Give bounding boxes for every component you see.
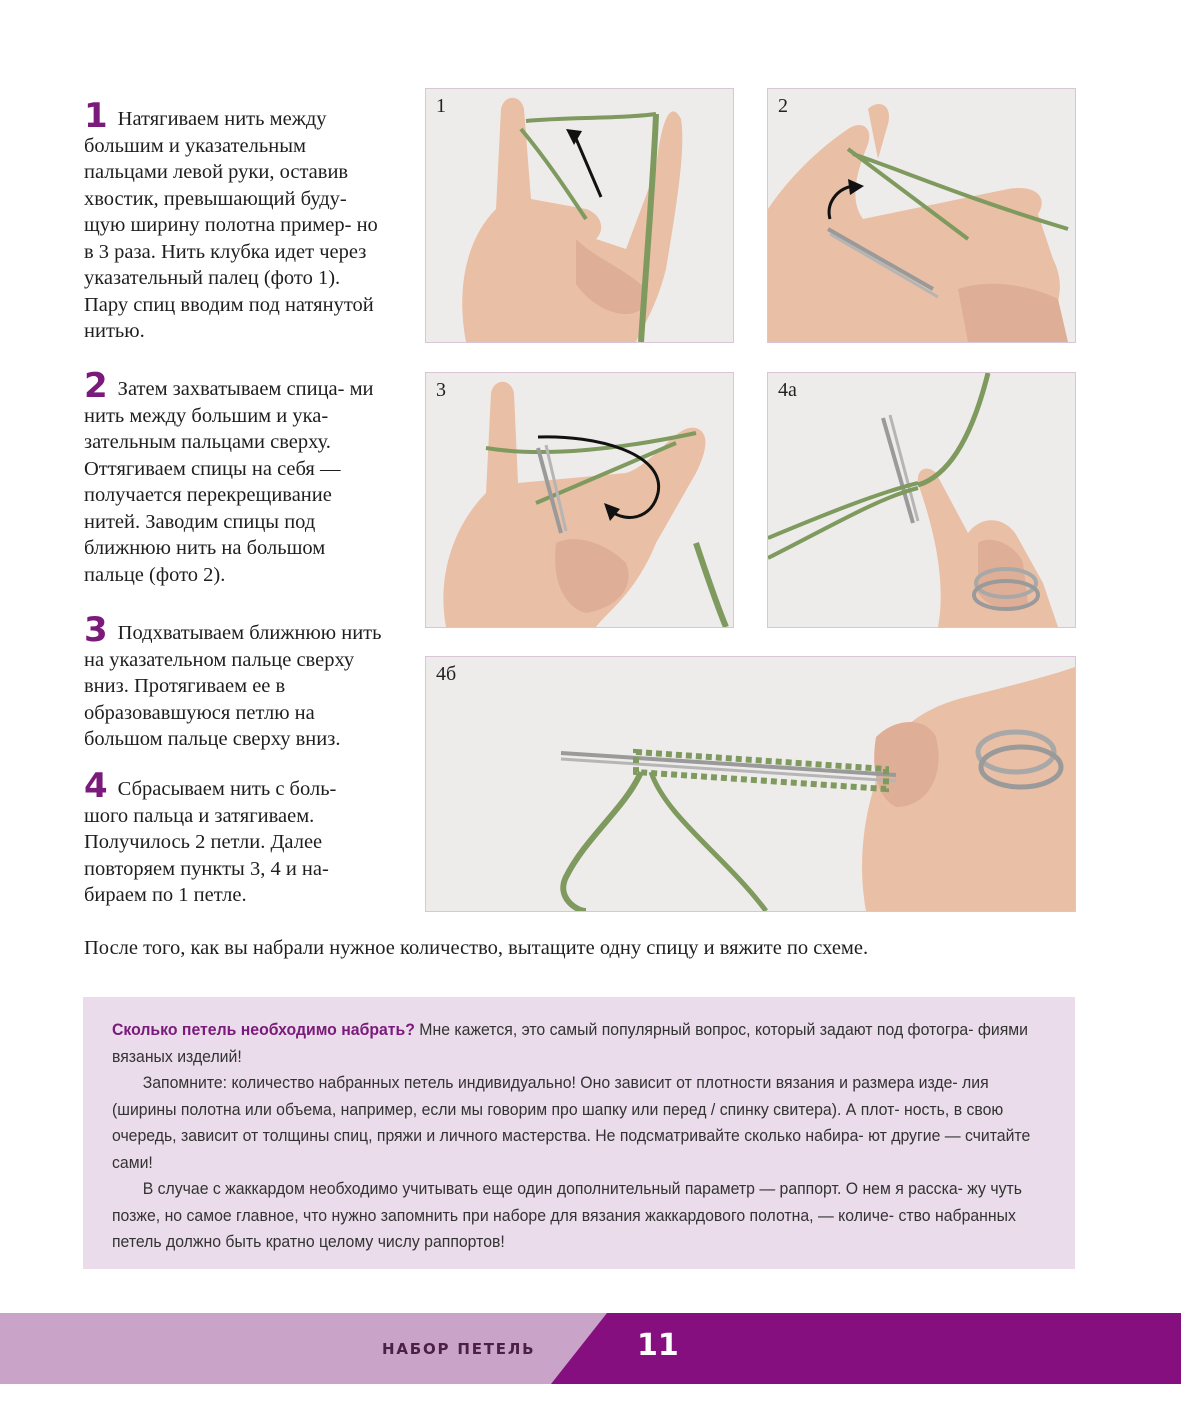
step-text: Подхватываем ближнюю нить на указательном пальце сверху вниз. Протягиваем ее в образовавшуюся петлю на большом пальце сверху вниз.: [84, 622, 382, 750]
info-paragraph-1: Мне кажется, это самый популярный вопрос, который задают под фотогра- фиями вязаных изделий!: [112, 1020, 1028, 1066]
hand-illustration: [426, 373, 733, 627]
step-1: [84, 96, 384, 345]
photo-step-2: [767, 88, 1076, 343]
photo-label: 4а: [778, 379, 797, 401]
info-paragraph-2: Запомните: количество набранных петель индивидуально! Оно зависит от плотности вязания и размера изде- лия (ширины полотна или объема, например, если мы говорим про шапку или перед / спинку свитера). А плот- ность, в свою очередь, зависит от толщины спиц, пряжи и личного мастерства. Не подсматривайте сколько набира- ют другие — считайте сами!: [112, 1073, 1031, 1172]
page-number: 11: [637, 1328, 679, 1363]
info-text: [112, 1017, 1056, 1256]
step-number: 1: [84, 96, 108, 136]
hand-illustration: [426, 657, 1075, 911]
step-number: 2: [84, 366, 108, 406]
step-3: [84, 610, 384, 753]
info-paragraph-3: В случае с жаккардом необходимо учитывать еще один дополнительный параметр — раппорт. О нем я расска- жу чуть позже, но самое главное, что нужно запомнить при наборе для вязания жаккардового полотна, — количе- ство набранных петель должно быть кратно целому числу раппортов!: [112, 1179, 1022, 1251]
step-text: Сбрасываем нить с боль- шого пальца и затягиваем. Получилось 2 петли. Далее повторяем пункты 3, 4 и на- бираем по 1 петле.: [84, 778, 337, 906]
hand-illustration: [768, 373, 1075, 627]
hand-illustration: [768, 89, 1075, 342]
info-question: Сколько петель необходимо набрать?: [112, 1020, 415, 1039]
step-number: 3: [84, 610, 108, 650]
photo-step-1: [425, 88, 734, 343]
hand-illustration: [426, 89, 733, 342]
step-2: [84, 366, 384, 588]
photo-step-4a: [767, 372, 1076, 628]
footer-section-title: НАБОР ПЕТЕЛЬ: [382, 1340, 536, 1358]
photo-label: 1: [436, 95, 446, 117]
photo-label: 4б: [436, 663, 457, 685]
step-text: Натягиваем нить между большим и указательным пальцами левой руки, оставив хвостик, превышающий буду- щую ширину полотна пример- но в 3 раза. Нить клубка идет через указательный палец (фото 1). Пару спиц вводим под натянутой нитью.: [84, 108, 378, 342]
photo-step-4b: [425, 656, 1076, 912]
after-text: После того, как вы набрали нужное количество, вытащите одну спицу и вяжите по схеме.: [84, 937, 869, 959]
step-text: Затем захватываем спица- ми нить между большим и ука- зательным пальцами сверху. Оттягиваем спицы на себя — получается перекрещивание нитей. Заводим спицы под ближнюю нить на большом пальце (фото 2).: [84, 378, 374, 586]
step-number: 4: [84, 766, 108, 806]
photo-step-3: [425, 372, 734, 628]
info-box: [83, 997, 1075, 1269]
photo-label: 2: [778, 95, 788, 117]
step-4: [84, 766, 384, 909]
photo-label: 3: [436, 379, 446, 401]
